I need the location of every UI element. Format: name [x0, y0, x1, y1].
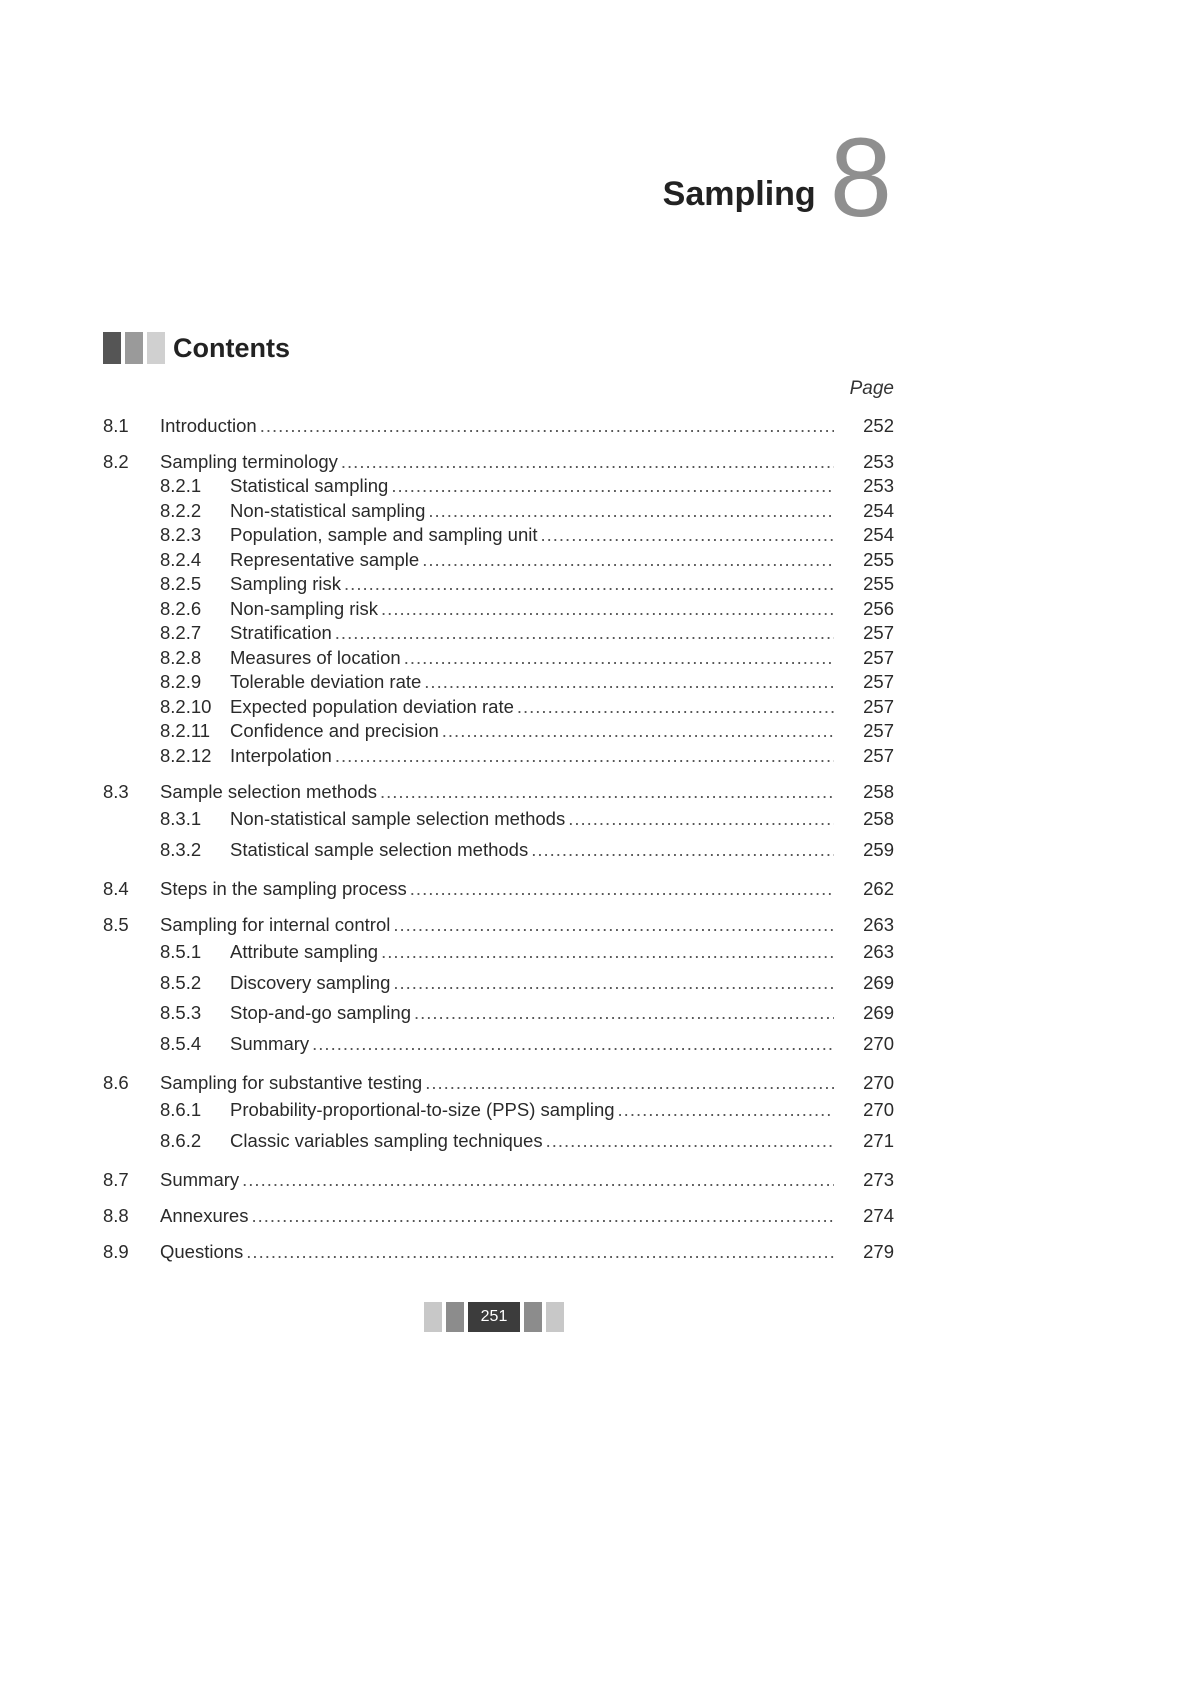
dot-leader: [442, 719, 834, 744]
toc-page: 274: [863, 1205, 894, 1226]
toc-number: 8.3: [103, 781, 129, 802]
dot-leader: [546, 1126, 834, 1157]
toc-subsection-row: [103, 572, 894, 597]
toc-number: 8.2.1: [160, 475, 202, 496]
dot-leader: [541, 523, 835, 548]
dot-leader: [312, 1029, 834, 1060]
toc-page: 257: [863, 646, 894, 668]
toc-subsection-row: [103, 998, 894, 1029]
dot-leader: [246, 1239, 834, 1264]
toc-title: Non-sampling risk: [230, 597, 379, 619]
toc-title: Expected population deviation rate: [230, 695, 514, 717]
toc-number: 8.5.4: [160, 1032, 202, 1054]
dot-leader: [393, 968, 834, 999]
toc-subsection-row: [103, 744, 894, 769]
toc-title: Questions: [160, 1241, 244, 1262]
toc-subsection-row: [103, 1095, 894, 1126]
toc-page: 258: [863, 808, 894, 829]
toc-number: 8.2: [103, 451, 129, 472]
dot-leader: [393, 912, 834, 937]
toc-page: 271: [863, 1129, 894, 1151]
toc-title: Representative sample: [230, 548, 420, 570]
toc-title: Non-statistical sample selection methods: [230, 808, 566, 829]
toc-number: 8.3.1: [160, 808, 202, 829]
dot-leader: [428, 499, 834, 524]
dot-leader: [380, 779, 834, 804]
heading-bar-light: [147, 332, 165, 364]
toc-number: 8.2.12: [160, 744, 212, 766]
toc-number: 8.9: [103, 1241, 129, 1262]
toc-section-row: [103, 1239, 894, 1264]
toc-subsection-row: [103, 646, 894, 671]
toc-subsection-row: [103, 1126, 894, 1157]
toc-page: 257: [863, 671, 894, 692]
toc-page: 273: [863, 1169, 894, 1190]
toc-title: Statistical sample selection methods: [230, 838, 529, 860]
toc-title: Measures of location: [230, 646, 401, 668]
dot-leader: [341, 449, 834, 474]
dot-leader: [391, 474, 834, 499]
toc-number: 8.2.11: [160, 720, 211, 741]
toc-subsection-row: [103, 499, 894, 524]
toc-section-row: [103, 912, 894, 937]
toc-title: Statistical sampling: [230, 475, 389, 496]
chapter-number: 8: [829, 115, 892, 240]
toc-title: Sampling risk: [230, 573, 342, 594]
toc-subsection-row: [103, 474, 894, 499]
toc-page: 254: [863, 499, 894, 521]
toc-title: Classic variables sampling techniques: [230, 1129, 543, 1151]
toc-title: Confidence and precision: [230, 720, 439, 741]
toc-number: 8.2.9: [160, 671, 202, 692]
toc-title: Summary: [160, 1169, 240, 1190]
toc-title: Sampling terminology: [160, 451, 338, 472]
toc-number: 8.7: [103, 1169, 129, 1190]
toc-number: 8.2.6: [160, 597, 202, 619]
page-footer: [424, 1302, 568, 1332]
toc-page: 269: [863, 1002, 894, 1023]
toc-subsection-row: [103, 1029, 894, 1060]
toc-title: Stratification: [230, 622, 332, 643]
toc-number: 8.2.4: [160, 548, 202, 570]
dot-leader: [531, 835, 834, 866]
toc-number: 8.4: [103, 878, 129, 899]
dot-leader: [517, 695, 834, 720]
contents-heading: [103, 332, 290, 364]
toc-title: Sampling for substantive testing: [160, 1072, 423, 1093]
contents-title: Contents: [173, 332, 290, 363]
toc-page: 259: [863, 838, 894, 860]
toc-number: 8.2.8: [160, 646, 202, 668]
toc-subsection-row: [103, 937, 894, 968]
toc-title: Interpolation: [230, 744, 332, 766]
toc-subsection-row: [103, 968, 894, 999]
toc-subsection-row: [103, 621, 894, 646]
toc-page: 270: [863, 1099, 894, 1120]
table-of-contents: [103, 413, 894, 1264]
dot-leader: [381, 937, 834, 968]
toc-subsection-row: [103, 523, 894, 548]
toc-page: 256: [863, 597, 894, 619]
toc-page: 279: [863, 1241, 894, 1262]
toc-number: 8.8: [103, 1205, 129, 1226]
toc-title: Stop-and-go sampling: [230, 1002, 411, 1023]
toc-page: 263: [863, 941, 894, 962]
toc-title: Non-statistical sampling: [230, 499, 426, 521]
dot-leader: [335, 744, 834, 769]
dot-leader: [381, 597, 834, 622]
toc-title: Population, sample and sampling unit: [230, 524, 538, 545]
toc-number: 8.6.2: [160, 1129, 202, 1151]
toc-number: 8.1: [103, 415, 129, 436]
toc-number: 8.2.7: [160, 622, 202, 643]
toc-title: Probability-proportional-to-size (PPS) sampling: [230, 1099, 615, 1120]
toc-page: 253: [863, 451, 894, 472]
toc-subsection-row: [103, 597, 894, 622]
toc-number: 8.5.2: [160, 971, 202, 993]
toc-title: Discovery sampling: [230, 971, 391, 993]
footer-bar-mid: [446, 1302, 464, 1332]
toc-section-row: [103, 449, 894, 474]
toc-number: 8.6.1: [160, 1099, 202, 1120]
heading-bar-dark: [103, 332, 121, 364]
toc-subsection-row: [103, 804, 894, 835]
toc-page: 257: [863, 720, 894, 741]
footer-bar-light-right: [546, 1302, 564, 1332]
footer-bar-light: [424, 1302, 442, 1332]
dot-leader: [251, 1203, 834, 1228]
toc-page: 270: [863, 1032, 894, 1054]
toc-section-row: [103, 1167, 894, 1192]
toc-title: Sample selection methods: [160, 781, 377, 802]
dot-leader: [335, 621, 834, 646]
toc-page: 254: [863, 524, 894, 545]
toc-number: 8.2.3: [160, 524, 202, 545]
chapter-title: Sampling: [662, 175, 816, 213]
toc-number: 8.2.5: [160, 573, 202, 594]
toc-title: Introduction: [160, 415, 257, 436]
toc-page: 253: [863, 475, 894, 496]
page-column-label: Page: [849, 378, 894, 399]
toc-page: 255: [863, 548, 894, 570]
toc-title: Tolerable deviation rate: [230, 671, 422, 692]
toc-title: Sampling for internal control: [160, 914, 391, 935]
toc-page: 252: [863, 415, 894, 436]
footer-bar-mid-right: [524, 1302, 542, 1332]
dot-leader: [344, 572, 834, 597]
toc-page: 258: [863, 781, 894, 802]
toc-subsection-row: [103, 670, 894, 695]
toc-page: 255: [863, 573, 894, 594]
toc-subsection-row: [103, 695, 894, 720]
toc-title: Attribute sampling: [230, 941, 379, 962]
toc-number: 8.6: [103, 1072, 129, 1093]
toc-section-row: [103, 413, 894, 438]
toc-title: Annexures: [160, 1205, 249, 1226]
toc-subsection-row: [103, 548, 894, 573]
toc-page: 257: [863, 622, 894, 643]
dot-leader: [260, 413, 834, 438]
dot-leader: [410, 876, 834, 901]
toc-page: 269: [863, 971, 894, 993]
toc-page: 257: [863, 744, 894, 766]
dot-leader: [404, 646, 834, 671]
heading-bar-mid: [125, 332, 143, 364]
dot-leader: [422, 548, 834, 573]
dot-leader: [242, 1167, 834, 1192]
toc-section-row: [103, 1070, 894, 1095]
page-number: 251: [468, 1302, 520, 1332]
toc-page: 257: [863, 695, 894, 717]
toc-section-row: [103, 1203, 894, 1228]
toc-section-row: [103, 779, 894, 804]
toc-page: 263: [863, 914, 894, 935]
dot-leader: [425, 1070, 834, 1095]
toc-number: 8.3.2: [160, 838, 202, 860]
toc-page: 262: [863, 878, 894, 899]
toc-number: 8.2.2: [160, 499, 202, 521]
toc-title: Summary: [230, 1032, 310, 1054]
dot-leader: [568, 804, 834, 835]
toc-number: 8.5.3: [160, 1002, 202, 1023]
toc-number: 8.2.10: [160, 695, 212, 717]
toc-number: 8.5.1: [160, 941, 202, 962]
chapter-heading: [662, 115, 892, 240]
toc-title: Steps in the sampling process: [160, 878, 407, 899]
toc-section-row: [103, 876, 894, 901]
toc-subsection-row: [103, 835, 894, 866]
dot-leader: [414, 998, 834, 1029]
toc-subsection-row: [103, 719, 894, 744]
dot-leader: [424, 670, 834, 695]
toc-number: 8.5: [103, 914, 129, 935]
toc-page: 270: [863, 1072, 894, 1093]
dot-leader: [618, 1095, 834, 1126]
